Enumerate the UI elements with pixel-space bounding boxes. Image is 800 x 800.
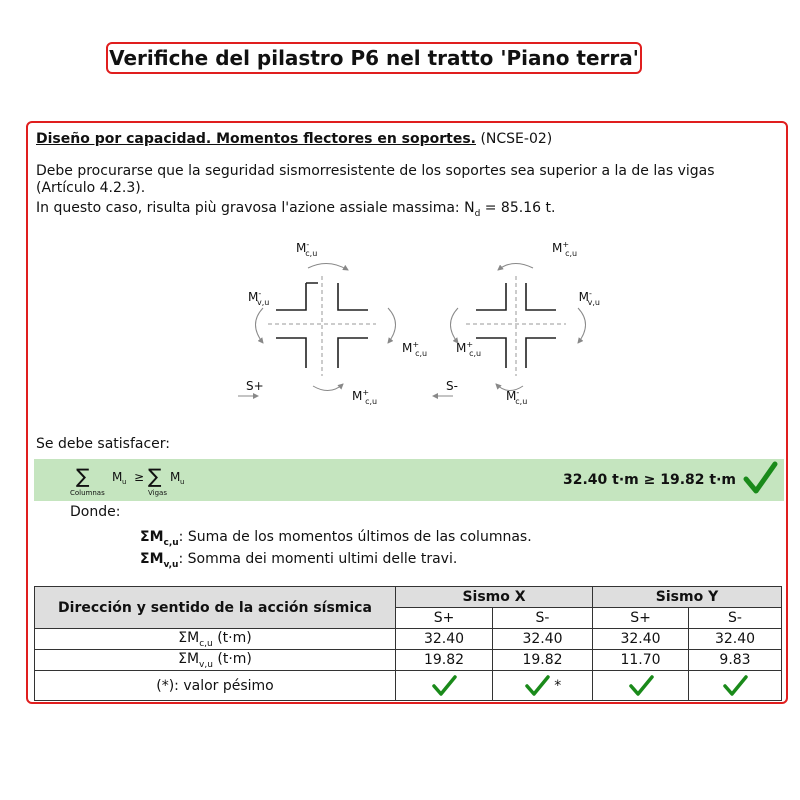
worst-marker: * — [554, 677, 562, 694]
check-cell — [593, 671, 689, 701]
svg-text:≥: ≥ — [134, 470, 145, 484]
right-bottom-label: M-c,u — [506, 388, 528, 406]
capacity-formula — [68, 461, 228, 499]
row-label: $\Sigma M_{c,u}$ (t·m) — [35, 629, 396, 650]
cell: 9.83 — [689, 650, 782, 671]
subhead: S+ — [396, 608, 493, 629]
right-left-label: M+ c,u — [456, 340, 482, 358]
svg-text:∑: ∑ — [148, 464, 162, 488]
cell: 19.82 — [396, 650, 493, 671]
condition-bar — [34, 459, 784, 501]
cell: 11.70 — [593, 650, 689, 671]
check-icon — [524, 675, 550, 697]
row-label: (*): valor pésimo — [35, 671, 396, 701]
svg-text:Vigas: Vigas — [148, 489, 167, 497]
check-icon — [431, 675, 457, 697]
capacity-design-panel — [26, 121, 788, 704]
subhead: S+ — [593, 608, 689, 629]
check-icon — [722, 675, 748, 697]
svg-text:u: u — [180, 478, 185, 486]
moment-diagram — [218, 238, 598, 413]
left-bottom-label: M+ c,u — [352, 388, 378, 406]
left-top-label: M-c,u — [296, 240, 318, 258]
subhead: S- — [689, 608, 782, 629]
definition-columns: $\Sigma M_{c,u}$: Suma de los momentos últimos de las columnas. — [140, 529, 532, 548]
left-left-label: M-v,u — [248, 289, 270, 307]
table-header-sismo-y: Sismo Y — [593, 587, 782, 608]
check-icon — [628, 675, 654, 697]
page-title: Verifiche del pilastro P6 nel tratto 'Piano terra' — [106, 42, 642, 74]
condition-result: 32.40 t·m ≥ 19.82 t·m — [563, 472, 736, 488]
svg-text:M: M — [170, 470, 181, 484]
check-cell — [396, 671, 493, 701]
table-header-sismo-x: Sismo X — [396, 587, 593, 608]
axial-note: In questo caso, risulta più gravosa l'azione assiale massima: $N_d = 85.16$ t. — [36, 200, 556, 219]
right-direction: S- — [446, 379, 458, 393]
subhead: S- — [493, 608, 593, 629]
cell: 32.40 — [493, 629, 593, 650]
cell: 32.40 — [689, 629, 782, 650]
left-direction: S+ — [246, 379, 264, 393]
svg-text:M: M — [112, 470, 123, 484]
check-icon — [742, 461, 778, 497]
table-header-direction: Dirección y sentido de la acción sísmica — [35, 587, 396, 629]
row-label: $\Sigma M_{v,u}$ (t·m) — [35, 650, 396, 671]
svg-text:Columnas: Columnas — [70, 489, 105, 497]
right-top-label: M+ c,u — [552, 240, 578, 258]
results-table — [34, 586, 782, 701]
donde-label: Donde: — [70, 504, 121, 520]
svg-text:u: u — [122, 478, 127, 486]
cell: 32.40 — [593, 629, 689, 650]
table-row — [35, 650, 782, 671]
check-cell — [493, 671, 593, 701]
satisfy-label: Se debe satisfacer: — [36, 436, 170, 452]
section-heading: Diseño por capacidad. Momentos flectores en soportes. (NCSE-02) — [36, 131, 553, 147]
table-row — [35, 629, 782, 650]
right-right-label: M-v,u — [578, 289, 600, 307]
intro-paragraph: Debe procurarse que la seguridad sismorresistente de los soportes sea superior a la de las vigas (Artículo 4.2.3). — [36, 163, 715, 196]
check-cell — [689, 671, 782, 701]
svg-text:∑: ∑ — [76, 464, 90, 488]
table-row — [35, 671, 782, 701]
cell: 19.82 — [493, 650, 593, 671]
left-right-label: M+ c,u — [402, 340, 428, 358]
cell: 32.40 — [396, 629, 493, 650]
definition-beams: $\Sigma M_{v,u}$: Somma dei momenti ultimi delle travi. — [140, 551, 458, 570]
